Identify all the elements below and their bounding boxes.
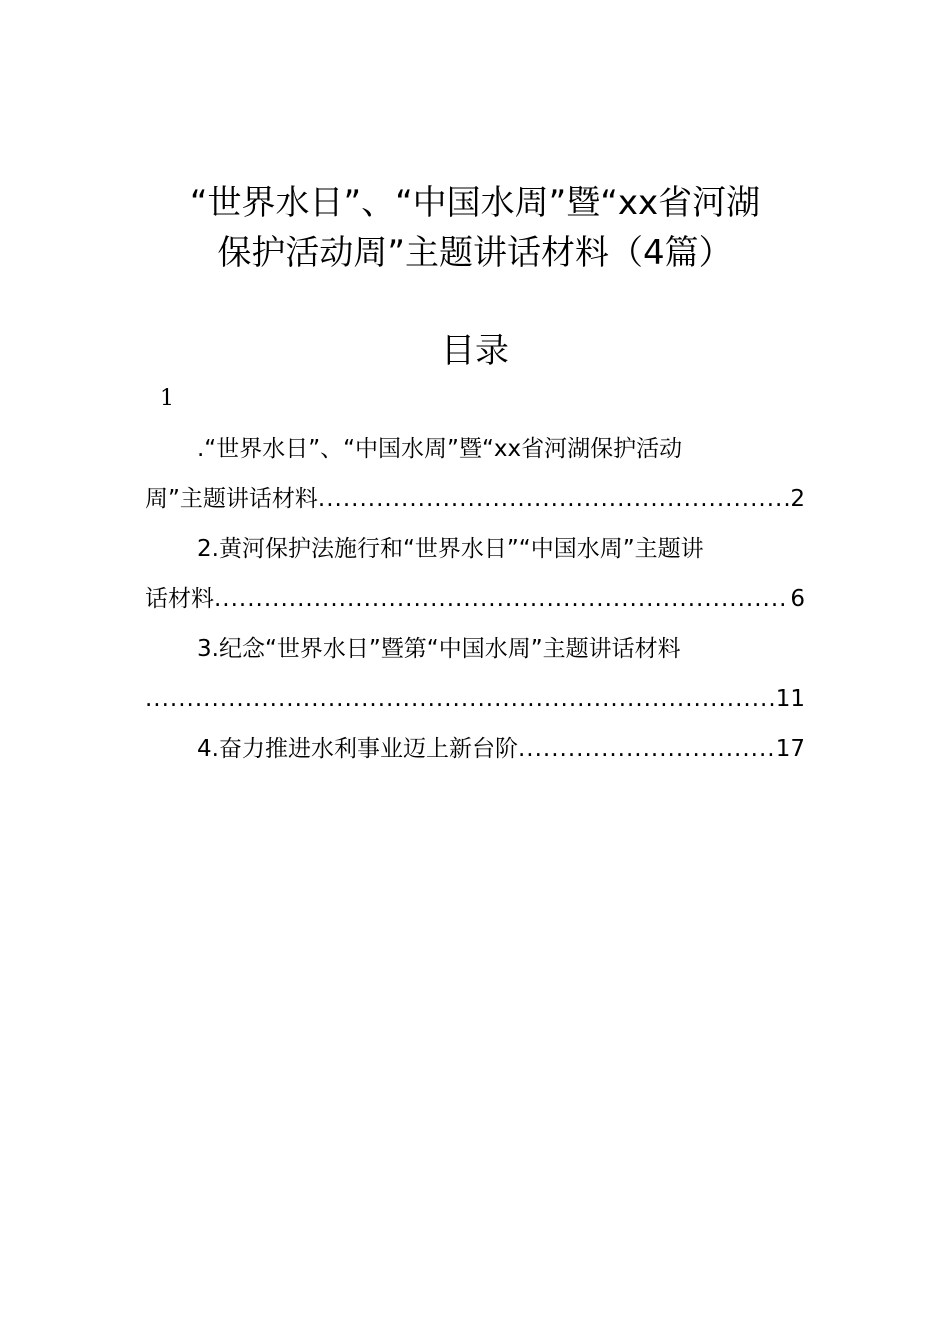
toc-entry-2-page: 6 (790, 586, 805, 612)
toc-entry-3-line-1[interactable] (145, 632, 805, 666)
footnote-number: 1 (160, 386, 174, 411)
toc-entry-4-page: 17 (775, 736, 805, 762)
toc-entry-3-page: 11 (775, 686, 805, 712)
toc-entry-2-line-2[interactable] (145, 582, 805, 616)
toc-entry-1-text: .“世界水日”、“中国水周”暨“xx省河湖保护活动 (197, 436, 683, 462)
toc-entry-3-line-2[interactable] (145, 682, 805, 716)
dot-leader (145, 682, 776, 716)
dot-leader (318, 482, 790, 516)
dot-leader (518, 732, 776, 766)
document-title-line-2: 保护活动周”主题讲话材料（4篇） (217, 233, 733, 273)
toc-entry-1-line-1[interactable] (145, 432, 805, 466)
document-title-line-1: “世界水日”、“中国水周”暨“xx省河湖 (189, 183, 761, 223)
toc-entry-2-text-cont: 话材料 (145, 586, 214, 612)
toc-entry-1-page: 2 (790, 486, 805, 512)
toc-entry-3-text: 3.纪念“世界水日”暨第“中国水周”主题讲话材料 (197, 636, 681, 662)
dot-leader (214, 582, 790, 616)
toc-entry-2-text: 2.黄河保护法施行和“世界水日”“中国水周”主题讲 (197, 536, 704, 562)
toc-entry-1-text-cont: 周”主题讲话材料 (145, 486, 318, 512)
toc-entry-4-text: 4.奋力推进水利事业迈上新台阶 (197, 736, 518, 762)
toc-heading: 目录 (441, 331, 509, 371)
toc-entry-1-line-2[interactable] (145, 482, 805, 516)
toc-entry-2-line-1[interactable] (145, 532, 805, 566)
toc-entry-4-line-1[interactable] (145, 732, 805, 766)
